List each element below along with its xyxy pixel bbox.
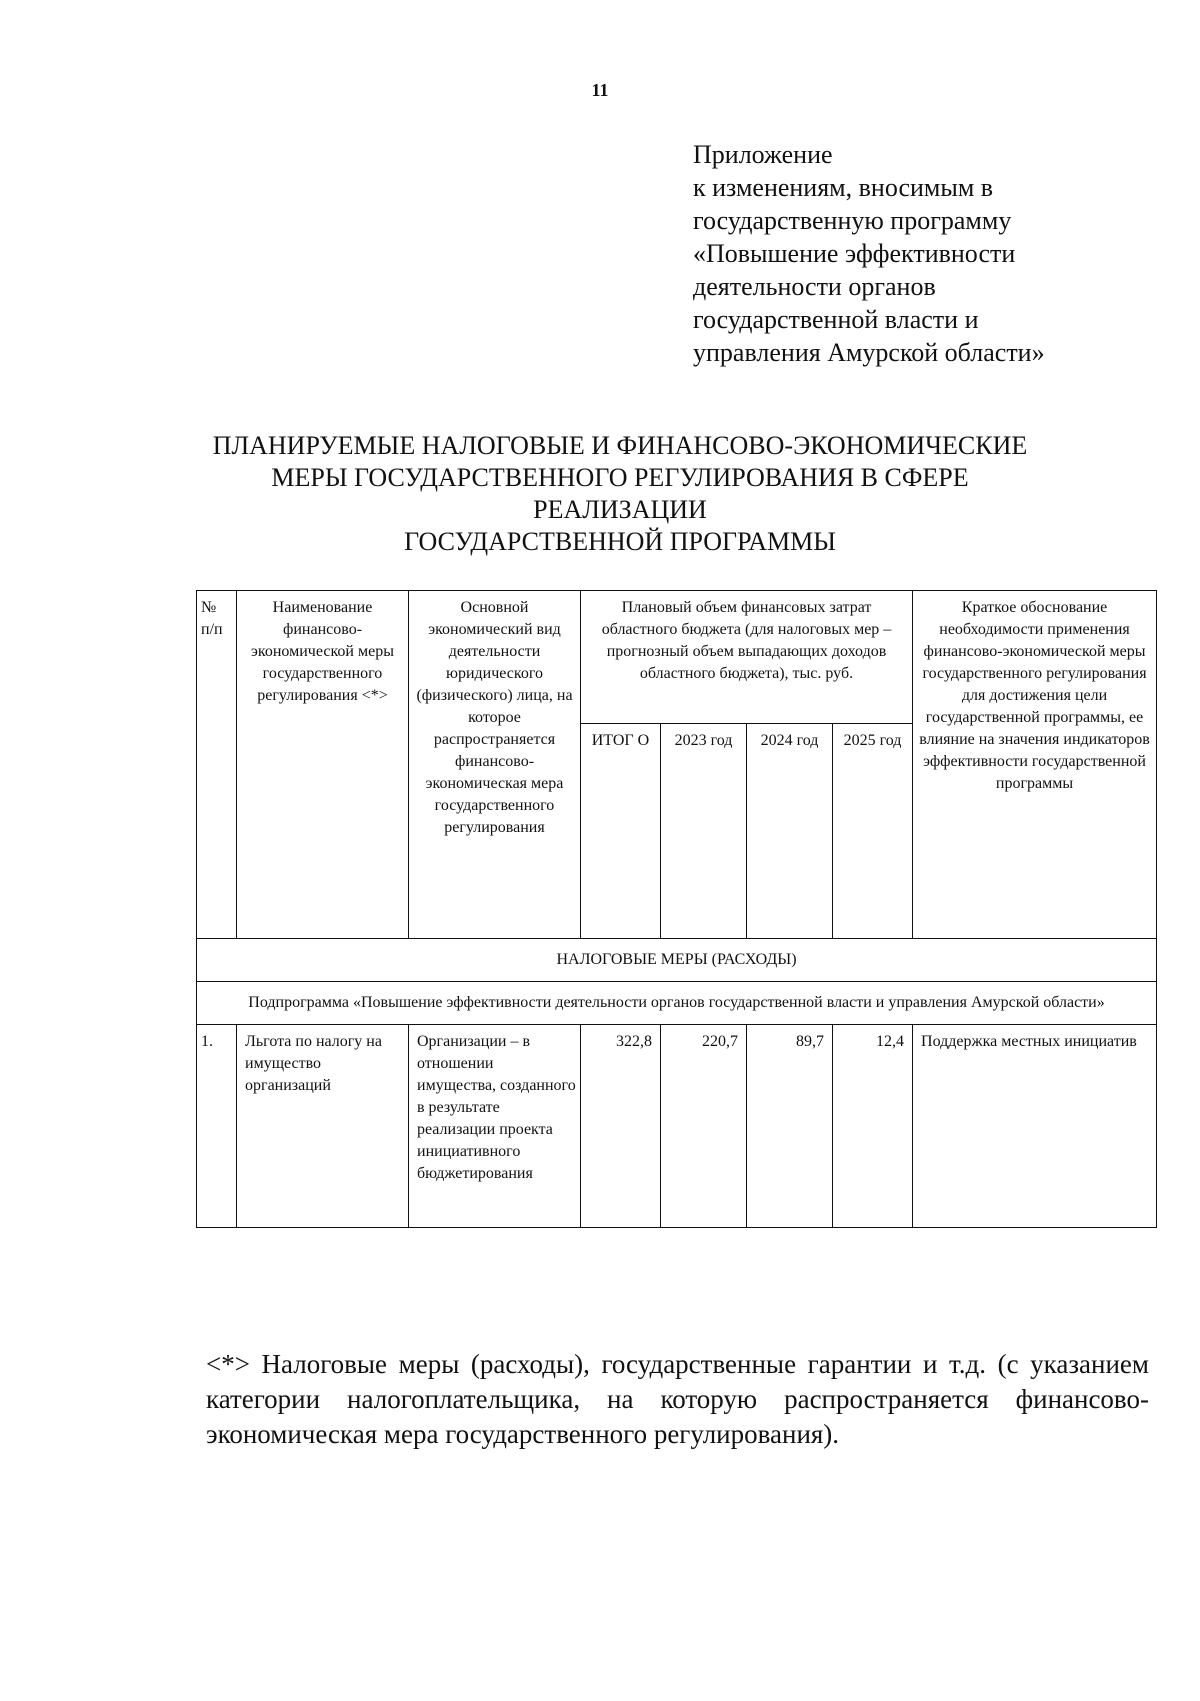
header-year-2024: 2024 год: [747, 724, 833, 939]
row-total: 322,8: [581, 1025, 661, 1228]
title-line: ГОСУДАРСТВЕННОЙ ПРОГРАММЫ: [404, 527, 836, 556]
appendix-line: управления Амурской области»: [693, 338, 1045, 367]
appendix-line: к изменениям, вносимым в: [693, 173, 994, 202]
section-title: НАЛОГОВЫЕ МЕРЫ (РАСХОДЫ): [197, 939, 1157, 982]
appendix-line: государственную программу: [693, 206, 1012, 235]
table-row: [197, 1025, 1157, 1228]
row-measure-name: Льгота по налогу на имущество организаций: [237, 1025, 409, 1228]
footnote: <*> Налоговые меры (расходы), государственные гарантии и т.д. (с указанием категории налогоплательщика, на которую распространяется финансово-экономическая мера государственного регулирования).: [206, 1349, 1149, 1449]
appendix-line: «Повышение эффективности: [693, 239, 1016, 268]
appendix-line: государственной власти и: [693, 305, 979, 334]
row-justification: Поддержка местных инициатив: [913, 1025, 1157, 1228]
header-measure-name: Наименование финансово-экономической меры государственного регулирования <*>: [237, 591, 409, 939]
header-year-2023: 2023 год: [661, 724, 747, 939]
header-num: № п/п: [197, 591, 237, 939]
title-line: ПЛАНИРУЕМЫЕ НАЛОГОВЫЕ И ФИНАНСОВО-ЭКОНОМИЧЕСКИЕ: [212, 431, 1028, 460]
title-line: РЕАЛИЗАЦИИ: [533, 495, 707, 524]
table-header-row: [197, 591, 1157, 724]
row-num: 1.: [197, 1025, 237, 1228]
appendix-block: [693, 138, 1163, 369]
row-activity: Организации – в отношении имущества, созданного в результате реализации проекта инициативного бюджетирования: [409, 1025, 581, 1228]
appendix-line: Приложение: [693, 140, 833, 169]
section-row: [197, 939, 1157, 982]
row-year-2023: 220,7: [661, 1025, 747, 1228]
header-justification: Краткое обоснование необходимости применения финансово-экономической меры государственного регулирования для достижения цели государственной программы, ее влияние на значения индикаторов эффективности государственной программы: [913, 591, 1157, 939]
measures-table: [196, 590, 1157, 1228]
subprogram-row: [197, 982, 1157, 1025]
header-planned-volume: Плановый объем финансовых затрат областного бюджета (для налоговых мер – прогнозный объем выпадающих доходов областного бюджета), тыс. руб.: [581, 591, 913, 724]
appendix-line: деятельности органов: [693, 272, 936, 301]
header-total: ИТОГ О: [581, 724, 661, 939]
document-title: [180, 430, 1060, 558]
header-year-2025: 2025 год: [833, 724, 913, 939]
page-number: 11: [591, 80, 609, 100]
title-line: МЕРЫ ГОСУДАРСТВЕННОГО РЕГУЛИРОВАНИЯ В СФЕРЕ: [271, 463, 969, 492]
subprogram-title: Подпрограмма «Повышение эффективности деятельности органов государственной власти и управления Амурской области»: [197, 982, 1157, 1025]
header-activity: Основной экономический вид деятельности юридического (физического) лица, на которое распространяется финансово-экономическая мера государственного регулирования: [409, 591, 581, 939]
row-year-2024: 89,7: [747, 1025, 833, 1228]
row-year-2025: 12,4: [833, 1025, 913, 1228]
